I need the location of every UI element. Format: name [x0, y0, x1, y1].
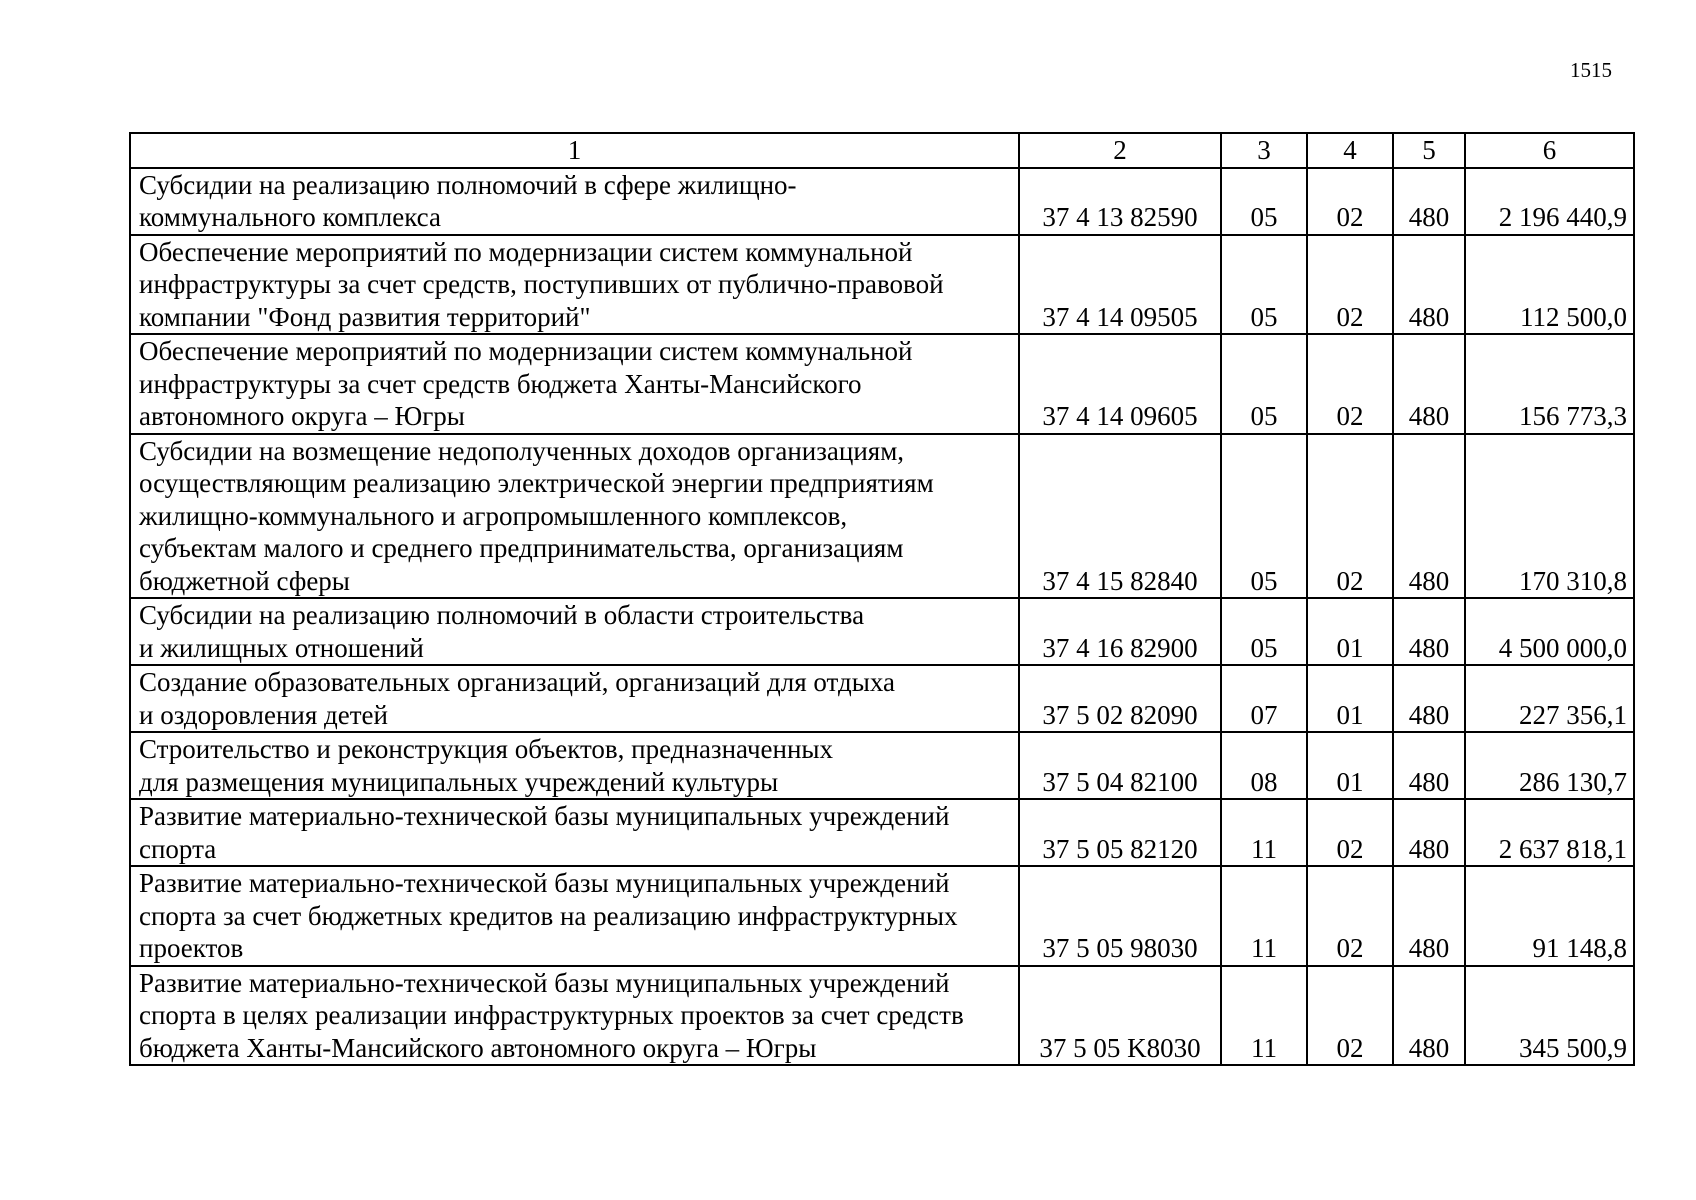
row-col4: 01 — [1307, 665, 1393, 732]
row-code: 37 4 14 09505 — [1019, 235, 1221, 335]
row-code: 37 5 05 98030 — [1019, 866, 1221, 966]
row-col4: 02 — [1307, 966, 1393, 1066]
header-row — [130, 133, 1634, 168]
row-description — [130, 434, 1019, 599]
row-description — [130, 235, 1019, 335]
row-col5: 480 — [1393, 598, 1465, 665]
row-amount: 2 196 440,9 — [1465, 168, 1634, 235]
description-line: Развитие материально-технической базы муниципальных учреждений — [139, 868, 950, 898]
row-code: 37 5 02 82090 — [1019, 665, 1221, 732]
row-col5: 480 — [1393, 334, 1465, 434]
description-line: и жилищных отношений — [139, 632, 424, 663]
row-col5: 480 — [1393, 799, 1465, 866]
table-row — [130, 866, 1634, 966]
row-col3: 07 — [1221, 665, 1307, 732]
row-code: 37 4 15 82840 — [1019, 434, 1221, 599]
description-line: Обеспечение мероприятий по модернизации систем коммунальной — [139, 236, 913, 267]
description-line: Создание образовательных организаций, организаций для отдыха — [139, 667, 895, 697]
description-line: субъектам малого и среднего предпринимательства, организациям — [139, 533, 904, 563]
description-line: Развитие материально-технической базы муниципальных учреждений — [139, 967, 950, 998]
row-amount: 156 773,3 — [1465, 334, 1634, 434]
row-col5: 480 — [1393, 866, 1465, 966]
row-code: 37 5 05 82120 — [1019, 799, 1221, 866]
row-col5: 480 — [1393, 434, 1465, 599]
row-amount: 2 637 818,1 — [1465, 799, 1634, 866]
row-code: 37 4 14 09605 — [1019, 334, 1221, 434]
row-col3: 05 — [1221, 434, 1307, 599]
row-col4: 02 — [1307, 866, 1393, 966]
table-row — [130, 334, 1634, 434]
table-row — [130, 966, 1634, 1066]
description-line: и оздоровления детей — [139, 699, 388, 730]
description-line: спорта в целях реализации инфраструктурных проектов за счет средств — [139, 1000, 964, 1030]
description-line: Строительство и реконструкция объектов, предназначенных — [139, 734, 834, 764]
row-col3: 05 — [1221, 168, 1307, 235]
description-line: Субсидии на реализацию полномочий в области строительства — [139, 600, 865, 630]
description-line: для размещения муниципальных учреждений культуры — [139, 766, 779, 797]
row-col3: 11 — [1221, 866, 1307, 966]
table-row — [130, 799, 1634, 866]
row-col4: 02 — [1307, 168, 1393, 235]
description-line: компании "Фонд развития территорий" — [139, 301, 591, 332]
row-description — [130, 168, 1019, 235]
row-code: 37 4 16 82900 — [1019, 598, 1221, 665]
description-line: бюджета Ханты-Мансийского автономного округа – Югры — [139, 1032, 817, 1063]
row-col4: 01 — [1307, 598, 1393, 665]
row-col5: 480 — [1393, 235, 1465, 335]
description-line: жилищно-коммунального и агропромышленного комплексов, — [139, 500, 848, 531]
description-line: спорта за счет бюджетных кредитов на реализацию инфраструктурных — [139, 900, 958, 931]
table-row — [130, 235, 1634, 335]
row-description — [130, 665, 1019, 732]
table-row — [130, 434, 1634, 599]
table-row — [130, 168, 1634, 235]
row-col5: 480 — [1393, 732, 1465, 799]
page-number: 1515 — [1570, 58, 1612, 82]
column-header-2: 2 — [1019, 133, 1221, 168]
row-col4: 02 — [1307, 799, 1393, 866]
description-line: Обеспечение мероприятий по модернизации систем коммунальной — [139, 336, 913, 366]
row-amount: 227 356,1 — [1465, 665, 1634, 732]
row-description — [130, 334, 1019, 434]
row-col5: 480 — [1393, 168, 1465, 235]
row-col3: 05 — [1221, 334, 1307, 434]
row-code: 37 4 13 82590 — [1019, 168, 1221, 235]
row-col4: 02 — [1307, 235, 1393, 335]
row-code: 37 5 04 82100 — [1019, 732, 1221, 799]
description-line: спорта — [139, 833, 217, 864]
row-col4: 02 — [1307, 334, 1393, 434]
row-col4: 01 — [1307, 732, 1393, 799]
column-header-1: 1 — [130, 133, 1019, 168]
description-line: коммунального комплекса — [139, 202, 441, 232]
budget-table — [129, 132, 1635, 1066]
row-code: 37 5 05 K8030 — [1019, 966, 1221, 1066]
column-header-3: 3 — [1221, 133, 1307, 168]
row-col4: 02 — [1307, 434, 1393, 599]
row-amount: 170 310,8 — [1465, 434, 1634, 599]
description-line: Развитие материально-технической базы муниципальных учреждений — [139, 801, 950, 831]
row-description — [130, 866, 1019, 966]
description-line: осуществляющим реализацию электрической энергии предприятиям — [139, 468, 934, 498]
row-description — [130, 799, 1019, 866]
row-col3: 08 — [1221, 732, 1307, 799]
row-description — [130, 598, 1019, 665]
row-amount: 112 500,0 — [1465, 235, 1634, 335]
row-amount: 286 130,7 — [1465, 732, 1634, 799]
row-amount: 4 500 000,0 — [1465, 598, 1634, 665]
table-row — [130, 598, 1634, 665]
description-line: Субсидии на возмещение недополученных доходов организациям, — [139, 435, 905, 466]
description-line: проектов — [139, 933, 244, 963]
table-body — [130, 168, 1634, 1066]
row-amount: 345 500,9 — [1465, 966, 1634, 1066]
description-line: инфраструктуры за счет средств бюджета Ханты-Мансийского — [139, 368, 862, 399]
description-line: Субсидии на реализацию полномочий в сфере жилищно- — [139, 169, 797, 200]
description-line: инфраструктуры за счет средств, поступивших от публично-правовой — [139, 269, 944, 299]
row-description — [130, 966, 1019, 1066]
row-col3: 11 — [1221, 799, 1307, 866]
column-header-6: 6 — [1465, 133, 1634, 168]
row-col3: 05 — [1221, 235, 1307, 335]
table-row — [130, 732, 1634, 799]
column-header-5: 5 — [1393, 133, 1465, 168]
row-col5: 480 — [1393, 966, 1465, 1066]
row-col5: 480 — [1393, 665, 1465, 732]
row-amount: 91 148,8 — [1465, 866, 1634, 966]
column-header-4: 4 — [1307, 133, 1393, 168]
description-line: автономного округа – Югры — [139, 401, 465, 431]
description-line: бюджетной сферы — [139, 565, 350, 596]
table-row — [130, 665, 1634, 732]
row-col3: 05 — [1221, 598, 1307, 665]
row-col3: 11 — [1221, 966, 1307, 1066]
row-description — [130, 732, 1019, 799]
